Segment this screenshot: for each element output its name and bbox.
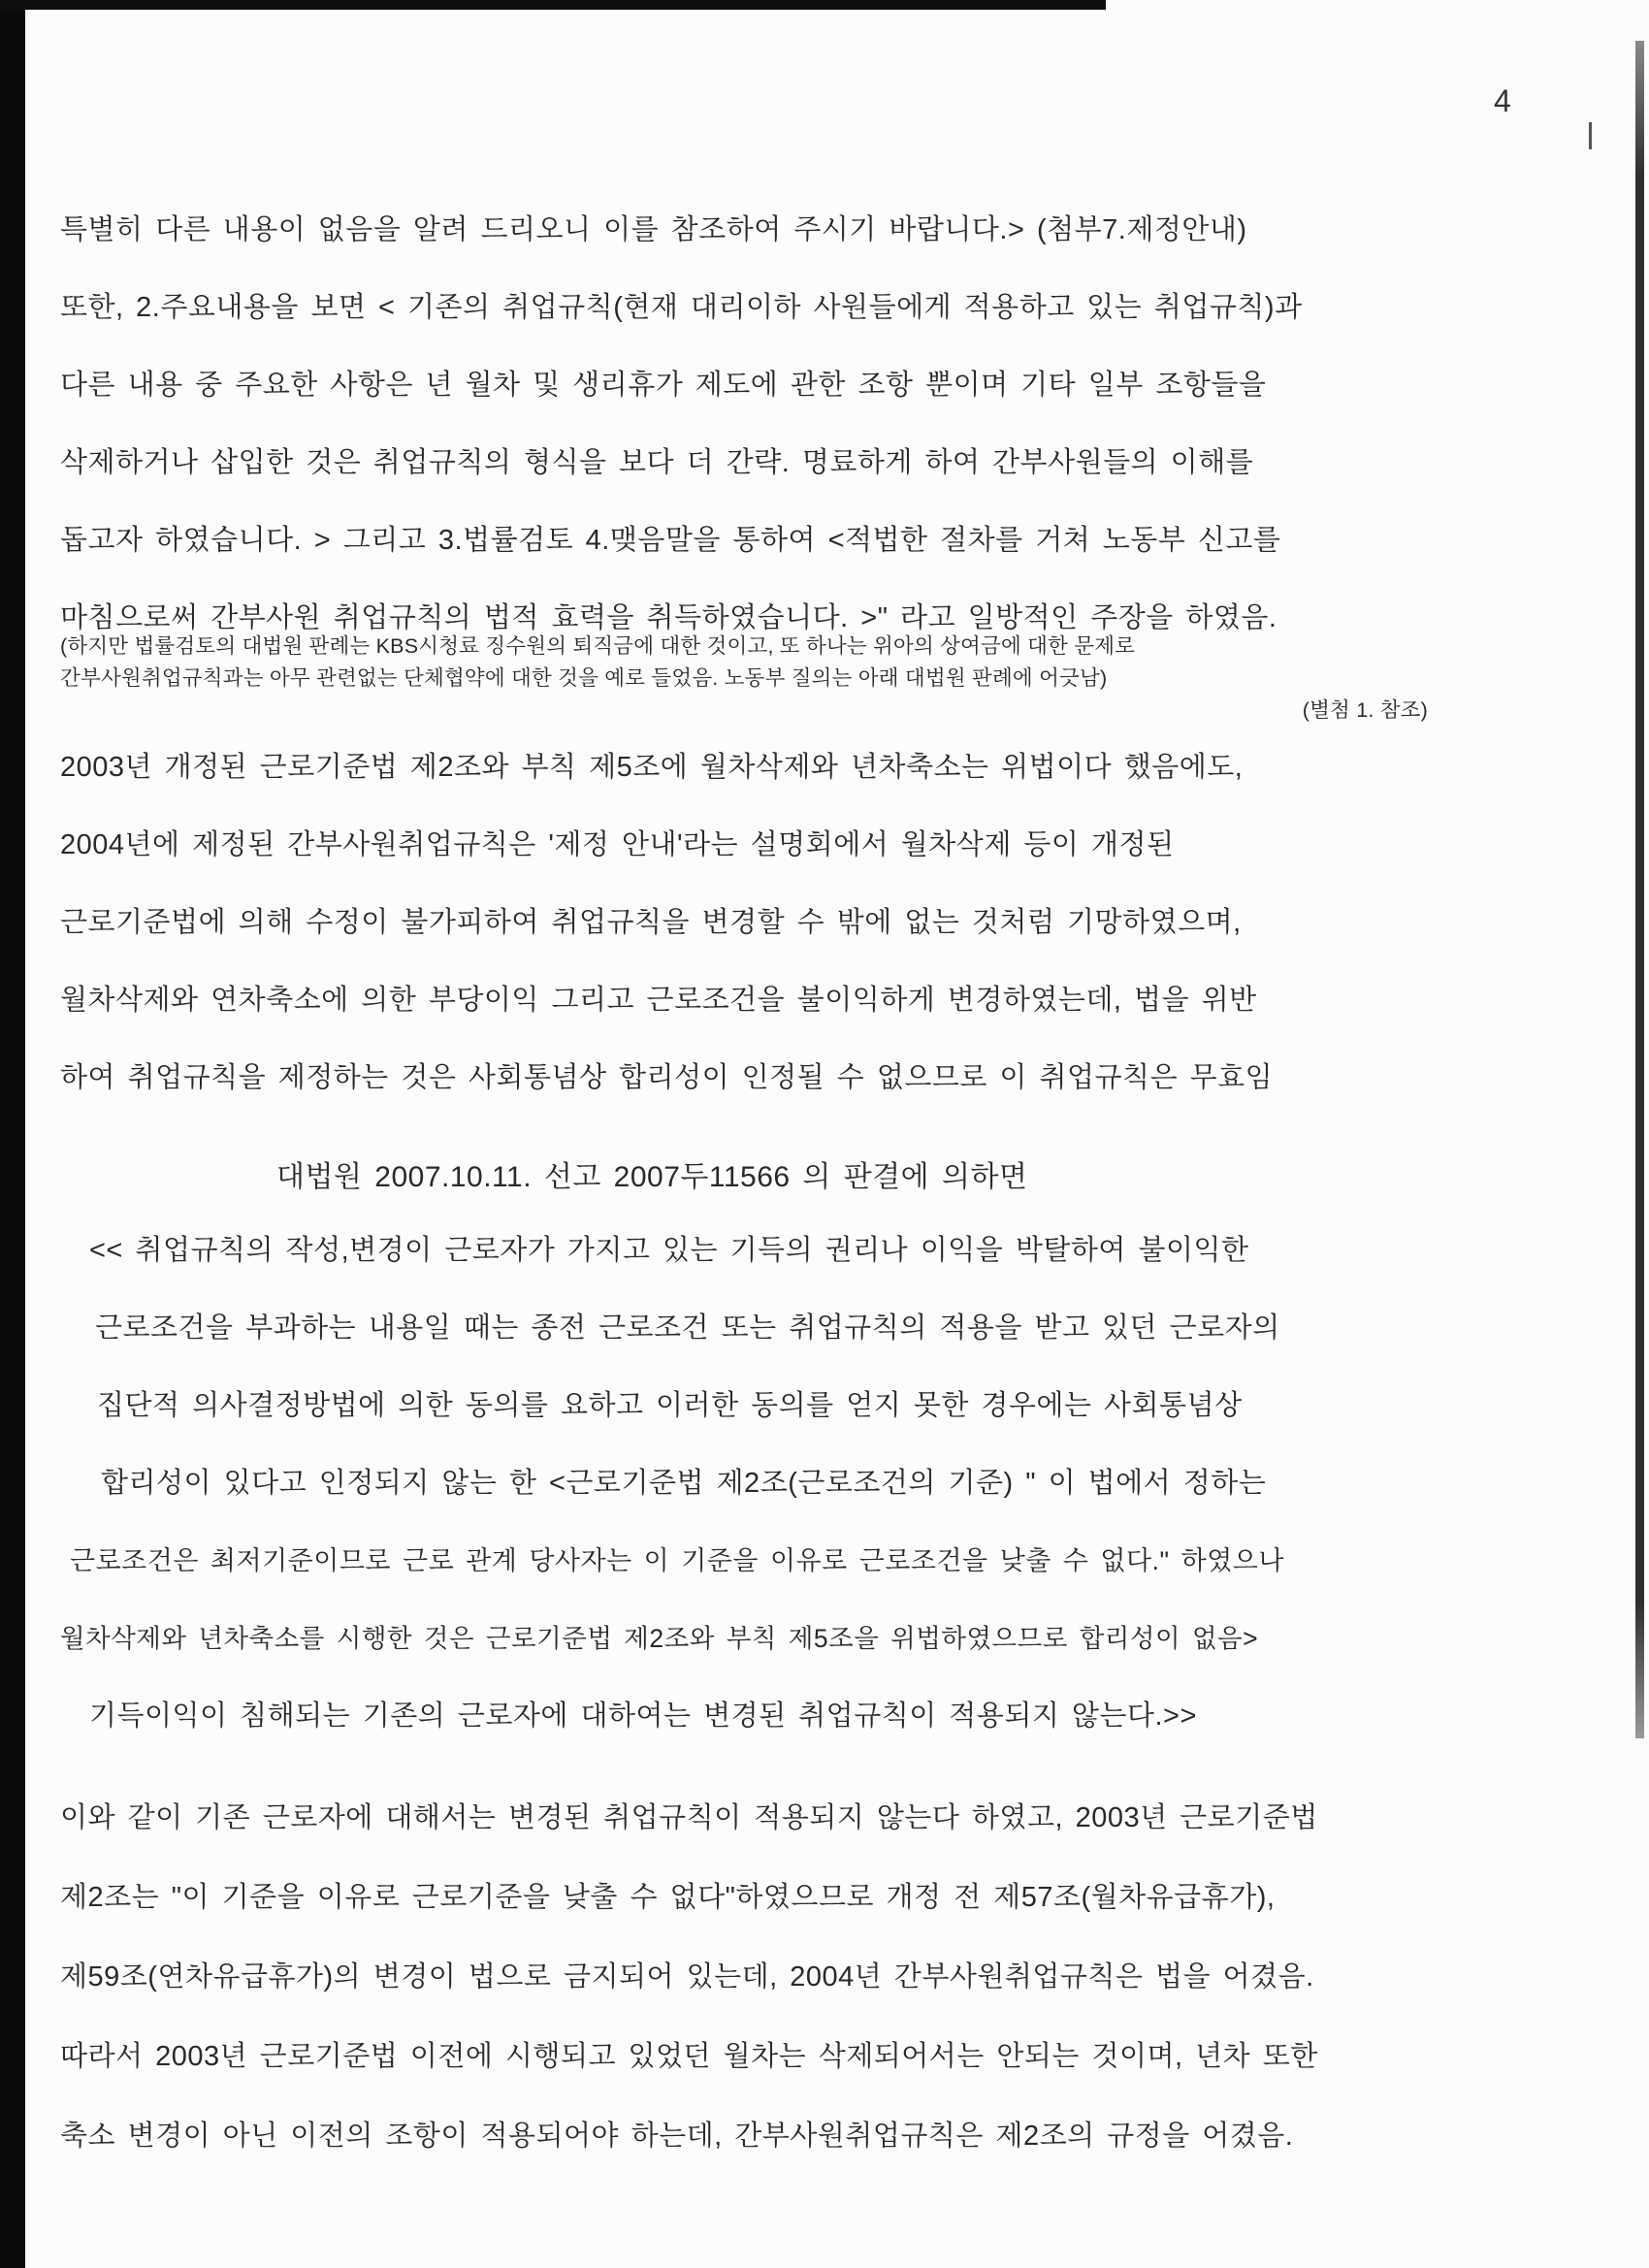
text-line: 하여 취업규칙을 제정하는 것은 사회통념상 합리성이 인정될 수 없으므로 이 취업규칙은 무효임	[60, 1062, 1274, 1093]
scan-edge-top-bar	[0, 0, 1106, 10]
parenthetical-note	[60, 631, 1428, 727]
quote-line: 월차삭제와 년차축소를 시행한 것은 근로기준법 제2조와 부칙 제5조을 위법하였으므로 합리성이 없음>	[60, 1624, 1259, 1653]
quote-line: 집단적 의사결정방법에 의한 동의를 요하고 이러한 동의를 얻지 못한 경우에는 사회통념상	[97, 1390, 1243, 1421]
text-line: 또한, 2.주요내용을 보면 < 기존의 취업규칙(현재 대리이하 사원들에게 적용하고 있는 취업규칙)과	[60, 292, 1303, 323]
text-line: 제2조는 "이 기준을 이유로 근로기준을 낮출 수 없다"하였으므로 개정 전 제57조(월차유급휴가),	[60, 1882, 1276, 1913]
quote-line: 기득이익이 침해되는 기존의 근로자에 대하여는 변경된 취업규칙이 적용되지 않는다.>>	[89, 1701, 1197, 1732]
text-line: 특별히 다른 내용이 없음을 알려 드리오니 이를 참조하여 주시기 바랍니다.> (첨부7.제정안내)	[60, 214, 1247, 245]
text-line: 돕고자 하였습니다. > 그리고 3.법률검토 4.맺음말을 통하여 <적법한 절차를 거쳐 노동부 신고를	[60, 525, 1281, 556]
text-line: 제59조(연차유급휴가)의 변경이 법으로 금지되어 있는데, 2004년 간부사원취업규칙은 법을 어겼음.	[60, 1961, 1314, 1993]
text-line: 따라서 2003년 근로기준법 이전에 시행되고 있었던 월차는 삭제되어서는 안되는 것이며, 년차 또한	[60, 2041, 1318, 2072]
quote-line: 근로조건을 부과하는 내용일 때는 종전 근로조건 또는 취업규칙의 적용을 받고 있던 근로자의	[95, 1312, 1280, 1344]
paragraph-2003-law	[60, 749, 1273, 1137]
scan-edge-right-line	[1635, 41, 1644, 1738]
text-line: 다른 내용 중 주요한 사항은 년 월차 및 생리휴가 제도에 관한 조항 뿐이며 기타 일부 조항들을	[60, 370, 1267, 401]
supreme-court-ruling-heading: 대법원 2007.10.11. 선고 2007두11566 의 판결에 의하면	[276, 1161, 1028, 1193]
quote-line: 근로조건은 최저기준이므로 근로 관계 당사자는 이 기준을 이유로 근로조건을 낮출 수 없다." 하였으나	[70, 1546, 1284, 1575]
text-line: 마침으로써 간부사원 취업규칙의 법적 효력을 취득하였습니다. >" 라고 일방적인 주장을 하였음.	[60, 602, 1277, 633]
paragraph-claims	[60, 211, 1303, 677]
text-line: 근로기준법에 의해 수정이 불가피하여 취업규칙을 변경할 수 밖에 없는 것처럼 기망하였으며,	[60, 907, 1242, 938]
paragraph-conclusion	[60, 1799, 1318, 2197]
text-line: 2003년 개정된 근로기준법 제2조와 부칙 제5조에 월차삭제와 년차축소는 위법이다 했음에도,	[60, 752, 1244, 783]
text-line: 삭제하거나 삽입한 것은 취업규칙의 형식을 보다 더 간략. 명료하게 하여 간부사원들의 이해를	[60, 447, 1254, 478]
page-number: 4	[1494, 83, 1511, 118]
ruling-quote-block	[60, 1232, 1284, 1775]
scan-edge-left-bar	[0, 0, 25, 2268]
note-line: 간부사원취업규칙과는 아무 관련없는 단체협약에 대한 것을 예로 들었음. 노동부 질의는 아래 대법원 판례에 어긋남)	[60, 666, 1108, 690]
attachment-reference: (별첨 1. 참조)	[1302, 698, 1428, 722]
scan-artifact-tick	[1589, 122, 1592, 149]
text-line: 축소 변경이 아닌 이전의 조항이 적용되어야 하는데, 간부사원취업규칙은 제2조의 규정을 어겼음.	[60, 2121, 1294, 2152]
text-line: 월차삭제와 연차축소에 의한 부당이익 그리고 근로조건을 불이익하게 변경하였는데, 법을 위반	[60, 985, 1257, 1016]
text-line: 이와 같이 기존 근로자에 대해서는 변경된 취업규칙이 적용되지 않는다 하였고, 2003년 근로기준법	[60, 1802, 1318, 1833]
quote-line: 합리성이 있다고 인정되지 않는 한 <근로기준법 제2조(근로조건의 기준) " 이 법에서 정하는	[101, 1468, 1267, 1499]
text-line: 2004년에 제정된 간부사원취업규칙은 '제정 안내'라는 설명회에서 월차삭제 등이 개정된	[60, 829, 1175, 860]
quote-line: << 취업규칙의 작성,변경이 근로자가 가지고 있는 기득의 권리나 이익을 박탈하여 불이익한	[89, 1235, 1249, 1266]
note-line: (하지만 법률검토의 대법원 판례는 KBS시청료 징수원의 퇴직금에 대한 것이고, 또 하나는 위아의 상여금에 대한 문제로	[60, 634, 1136, 658]
